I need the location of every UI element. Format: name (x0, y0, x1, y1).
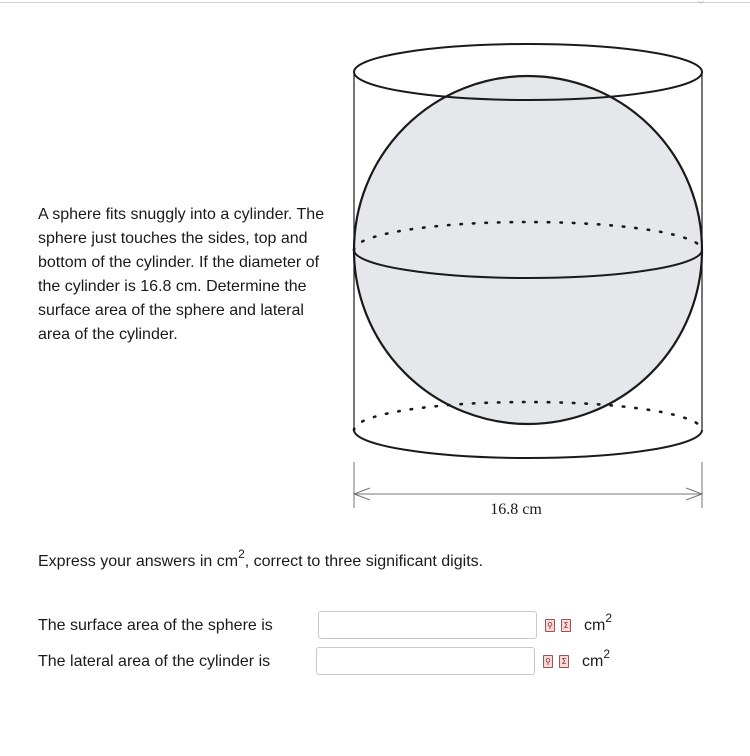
cylinder-top-back (354, 44, 702, 72)
answer-row-sphere (38, 611, 698, 641)
sigma-help-icon[interactable]: Σ (559, 655, 569, 668)
instructions (38, 546, 484, 574)
instructions-exponent: 2 (238, 546, 245, 561)
magnifier-preview-icon[interactable]: ⚲ (545, 619, 555, 632)
unit-label: $cm^2$ (582, 646, 611, 670)
instructions-after: , correct to three significant digits. (244, 553, 484, 570)
cylinder-lateral-area-input[interactable] (316, 647, 535, 675)
magnifier-preview-icon[interactable]: ⚲ (543, 655, 553, 668)
top-divider (0, 2, 750, 3)
answer-row-cylinder (38, 647, 698, 677)
instructions-before: Express your answers in cm (38, 553, 239, 570)
sphere-surface-area-label: The surface area of the sphere is (38, 617, 273, 634)
sigma-help-icon[interactable]: Σ (561, 619, 571, 632)
cylinder-sphere-figure (340, 30, 730, 530)
dimension-label: 16.8 cm (490, 501, 542, 518)
cylinder-bottom-front (354, 430, 702, 458)
cylinder-lateral-area-label: The lateral area of the cylinder is (38, 653, 271, 670)
unit-label: $cm^2$ (584, 610, 613, 634)
sphere-surface-area-input[interactable] (318, 611, 537, 639)
problem-statement: A sphere fits snuggly into a cylinder. The sphere just touches the sides, top and bottom of the cylinder. If the diameter of the cylinder is 16.8 cm. Determine the surface area of the sphere and lateral area of the cylinder. (38, 206, 325, 343)
sphere-fill (354, 76, 702, 424)
